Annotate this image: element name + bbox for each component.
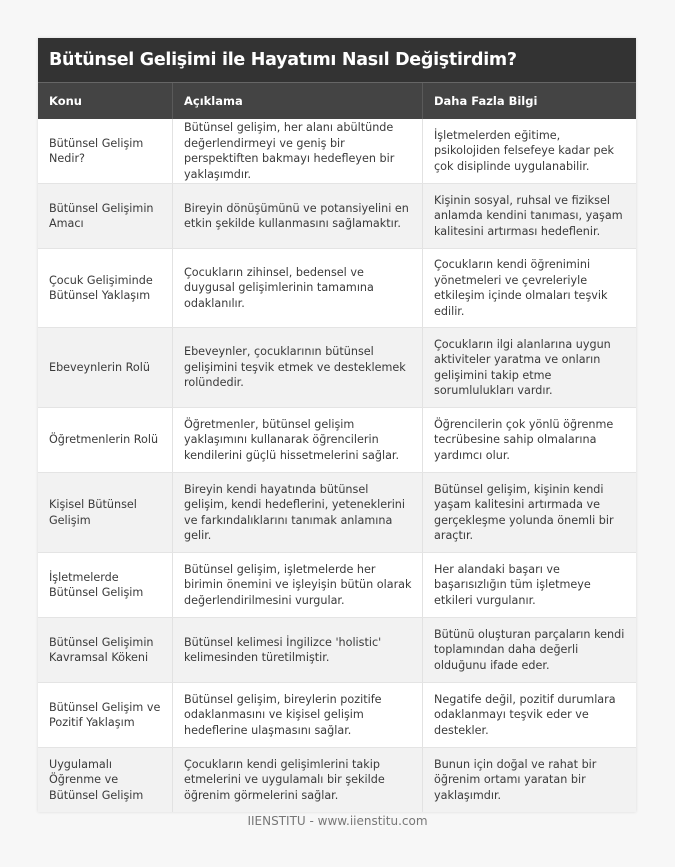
content-card xyxy=(38,38,636,812)
table-row xyxy=(38,249,636,328)
cell-bilgi: Çocukların kendi öğrenimini yönetmeleri ve çevreleriyle etkileşim içinde olmaları teşvik edilir. xyxy=(422,249,636,327)
table-row xyxy=(38,328,636,408)
cell-bilgi: Bütünü oluşturan parçaların kendi toplamından daha değerli olduğunu ifade eder. xyxy=(422,618,636,682)
cell-aciklama: Bütünsel gelişim, her alanı abültünde değerlendirmeyi ve geniş bir perspektiften bakmayı hedefleyen bir yaklaşımdır. xyxy=(172,119,422,183)
table-row xyxy=(38,473,636,553)
cell-konu: Öğretmenlerin Rolü xyxy=(49,433,159,447)
table-row xyxy=(38,553,636,618)
table-row xyxy=(38,119,636,184)
cell-konu: İşletmelerde Bütünsel Gelişim xyxy=(49,570,144,599)
table-row xyxy=(38,408,636,473)
cell-aciklama: Bütünsel gelişim, bireylerin pozitife odaklanmasını ve kişisel gelişim hedeflerine ulaşmasını sağlar. xyxy=(172,683,422,747)
cell-aciklama: Ebeveynler, çocuklarının bütünsel gelişimini teşvik etmek ve desteklemek rolündedir. xyxy=(172,328,422,407)
cell-bilgi: Kişinin sosyal, ruhsal ve fiziksel anlamda kendini tanıması, yaşam kalitesini artırması hedeflenir. xyxy=(422,184,636,248)
table-row xyxy=(38,618,636,683)
cell-aciklama: Bütünsel kelimesi İngilizce 'holistic' kelimesinden türetilmiştir. xyxy=(172,618,422,682)
cell-bilgi: Öğrencilerin çok yönlü öğrenme tecrübesine sahip olmalarına yardımcı olur. xyxy=(422,408,636,472)
cell-aciklama: Bütünsel gelişim, işletmelerde her birimin önemini ve işleyişin bütün olarak değerlendirilmesini vurgular. xyxy=(172,553,422,617)
cell-bilgi: Her alandaki başarı ve başarısızlığın tüm işletmeye etkileri vurgulanır. xyxy=(422,553,636,617)
cell-konu: Bütünsel Gelişim Nedir? xyxy=(49,136,144,165)
table-header xyxy=(38,82,636,119)
column-header-bilgi: Daha Fazla Bilgi xyxy=(422,83,636,119)
cell-bilgi: Bunun için doğal ve rahat bir öğrenim ortamı yaratan bir yaklaşımdır. xyxy=(422,748,636,812)
table-row xyxy=(38,748,636,812)
cell-konu: Ebeveynlerin Rolü xyxy=(49,360,150,374)
cell-konu: Çocuk Gelişiminde Bütünsel Yaklaşım xyxy=(49,273,153,302)
cell-bilgi: Negatife değil, pozitif durumlara odaklanmayı teşvik eder ve destekler. xyxy=(422,683,636,747)
cell-aciklama: Çocukların kendi gelişimlerini takip etmelerini ve uygulamalı bir şekilde öğrenim görmelerini sağlar. xyxy=(172,748,422,812)
table-row xyxy=(38,184,636,249)
cell-bilgi: Bütünsel gelişim, kişinin kendi yaşam kalitesini artırmada ve gerçekleşme yolunda önemli bir araçtır. xyxy=(422,473,636,552)
cell-aciklama: Bireyin dönüşümünü ve potansiyelini en etkin şekilde kullanmasını sağlamaktır. xyxy=(172,184,422,248)
cell-konu: Bütünsel Gelişimin Kavramsal Kökeni xyxy=(49,635,154,664)
cell-aciklama: Bireyin kendi hayatında bütünsel gelişim, kendi hedeflerini, yeteneklerini ve farkındalıklarını tanımak anlamına gelir. xyxy=(172,473,422,552)
column-header-konu: Konu xyxy=(49,94,82,108)
cell-bilgi: Çocukların ilgi alanlarına uygun aktiviteler yaratma ve onların gelişimini takip etme sorumlulukları vardır. xyxy=(422,328,636,407)
footer-credit: IIENSTITU - www.iienstitu.com xyxy=(247,814,428,828)
cell-konu: Kişisel Bütünsel Gelişim xyxy=(49,498,137,527)
column-header-aciklama: Açıklama xyxy=(172,83,422,119)
cell-konu: Bütünsel Gelişimin Amacı xyxy=(49,201,154,230)
cell-konu: Uygulamalı Öğrenme ve Bütünsel Gelişim xyxy=(49,757,144,802)
cell-bilgi: İşletmelerden eğitime, psikolojiden felsefeye kadar pek çok disiplinde uygulanabilir. xyxy=(422,119,636,183)
page-title: Bütünsel Gelişimi ile Hayatımı Nasıl Değiştirdim? xyxy=(38,38,636,82)
cell-aciklama: Çocukların zihinsel, bedensel ve duygusal gelişimlerinin tamamına odaklanılır. xyxy=(172,249,422,327)
table-row xyxy=(38,683,636,748)
cell-konu: Bütünsel Gelişim ve Pozitif Yaklaşım xyxy=(49,700,161,729)
cell-aciklama: Öğretmenler, bütünsel gelişim yaklaşımını kullanarak öğrencilerin kendilerini güçlü hissetmelerini sağlar. xyxy=(172,408,422,472)
